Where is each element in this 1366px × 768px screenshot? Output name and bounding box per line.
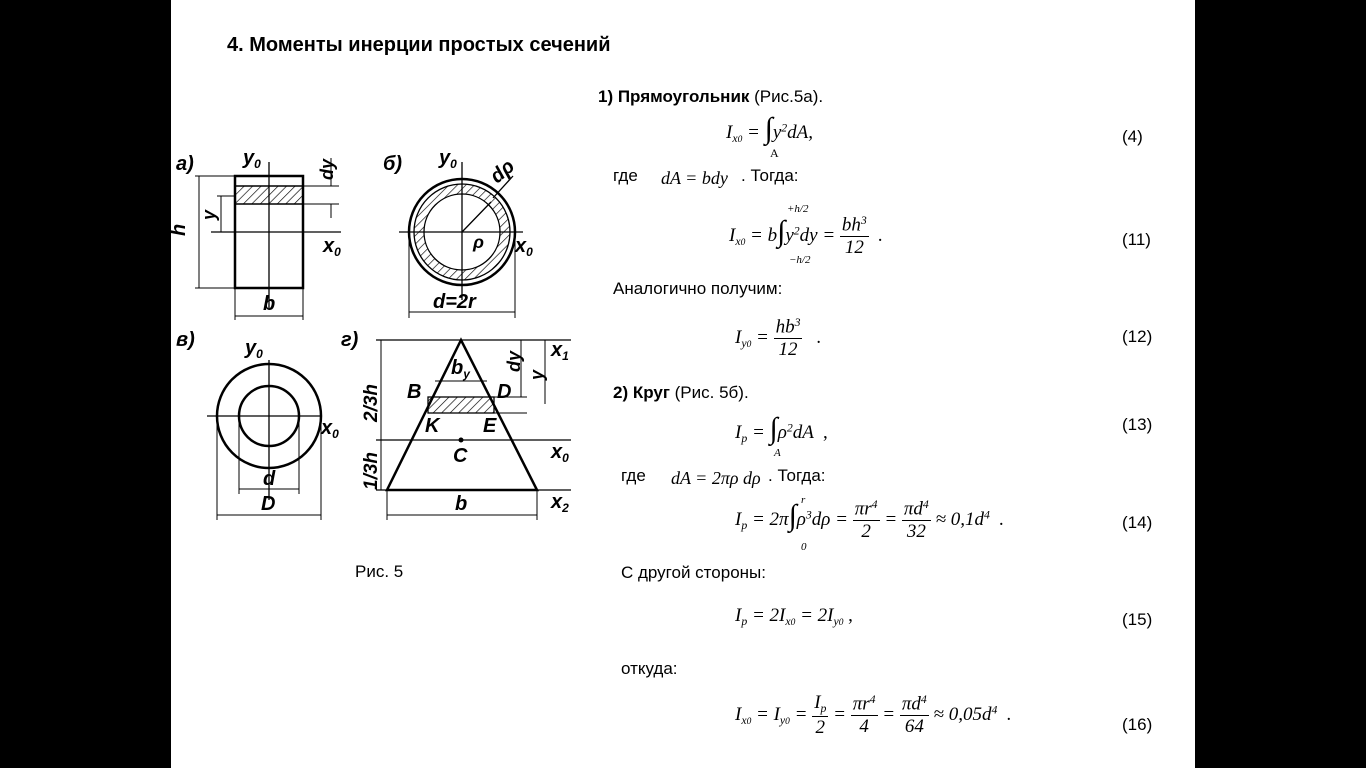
label-y0-b: $y_0$ [439, 147, 457, 171]
formula-13: $I_p = \int\rho^2dA$ , [735, 412, 828, 446]
label-rho: ρ [473, 232, 484, 252]
formula-dA-rho: dA = 2πρ dρ [671, 468, 761, 488]
label-d-v: d [263, 468, 276, 490]
label-by: $b_y$ [451, 357, 470, 381]
similarly: Аналогично получим: [613, 279, 783, 298]
rect-heading: 1) Прямоугольник (Рис.5а). [598, 87, 824, 106]
label-x1: $x_1$ [551, 339, 569, 363]
label-K: K [425, 415, 440, 437]
other-side: С другой стороны: [621, 563, 766, 582]
label-h: h [168, 223, 190, 236]
eq-number-13: (13) [1122, 415, 1153, 434]
label-y-g: y [527, 369, 547, 380]
label-x0-v: $x_0$ [321, 417, 339, 441]
label-a: а) [176, 153, 194, 175]
eq-number-15: (15) [1122, 610, 1153, 629]
label-x0-g: $x_0$ [551, 441, 569, 465]
label-B: B [407, 381, 422, 403]
label-x2: $x_2$ [551, 491, 569, 515]
figure-5a-rectangle [168, 147, 341, 320]
formula-4: $I_{x0} = \int y^2dA$, [726, 112, 813, 146]
eq-number-14: (14) [1122, 513, 1153, 532]
where-1: где [613, 166, 638, 185]
then-1: . Тогда: [741, 166, 799, 185]
label-dy-g: dy [504, 350, 524, 372]
formula-14: $I_p = 2\pi\int\rho^3d\rho$ = $\frac{\pi r^4}{2}$ = $\frac{\pi d^4}{32}$ ≈ $0,1d^4$ . [735, 498, 1005, 543]
label-C: C [453, 445, 468, 467]
label-b-a: b [263, 293, 276, 315]
label-b-fig: б) [383, 153, 403, 175]
formula-15: $I_p = 2I_{x0} = 2I_{y0}$ , [735, 605, 853, 629]
where-2: где [621, 466, 646, 485]
label-b-g: b [455, 493, 468, 515]
label-two-thirds: 2/3h [361, 383, 382, 422]
eq-number-12: (12) [1122, 327, 1153, 346]
formula-11: $I_{x0} = b\int y^2dy$ = $\frac{bh^3}{12}$ . [729, 214, 884, 259]
label-y-a: y [199, 209, 219, 220]
label-D-v: D [261, 493, 276, 515]
whence: откуда: [621, 659, 678, 678]
slide-title: 4. Моменты инерции простых сечений [227, 34, 611, 56]
label-v: в) [176, 329, 195, 351]
label-Dpt: D [497, 381, 512, 403]
label-x0-a: $x_0$ [323, 235, 341, 259]
figure-5b-circle [383, 147, 533, 318]
eq-number-11: (11) [1122, 230, 1151, 249]
formula-dA-bdy: dA = bdy [661, 168, 728, 188]
label-g: г) [341, 329, 359, 351]
label-y0-v: $y_0$ [245, 337, 263, 361]
figure-5v-annulus [176, 329, 339, 520]
eq-number-16: (16) [1122, 715, 1153, 734]
figure-5 [168, 140, 581, 530]
label-E: E [483, 415, 497, 437]
circle-heading: 2) Круг (Рис. 5б). [613, 383, 749, 402]
label-y0-a: $y_0$ [243, 147, 261, 171]
label-one-third: 1/3h [361, 451, 382, 490]
figure-5g-triangle [341, 329, 571, 520]
formula-16: $I_{x0} = I_{y0}$ = $\frac{I_p}{2}$ = $\frac{\pi r^4}{4}$ = $\frac{\pi d^4}{64}$ ≈ $0,05d^4$ . [735, 692, 1012, 739]
eq-number-4: (4) [1122, 127, 1143, 146]
label-dy-a: dy [317, 158, 337, 180]
figure-caption: Рис. 5 [355, 562, 404, 581]
then-2: . Тогда: [768, 466, 826, 485]
label-d2r: d=2r [433, 291, 476, 313]
slide: 4. Моменты инерции простых сечений а) $y_0$ $x_0$ h y dy b б) $y_0$ dρ ρ $x_0$ d=2r в) $y_0$ $x_0$ d D г) $b_y$ B D K E C 2/3h 1/3h dy y $x_1$ $x_0$ $x_2$ b Рис. 5 1) Прямоугольник (Рис.5а). $I_{x0} = \int y^2dA$, A (4) где dA = bdy . Тогда: $I_{x0} = b\int y^2dy$ = $\frac{bh^3}{12}$ . +h/2 −h/2 (11) Аналогично получим: $I_{y0}$ = $\frac{hb^3}{12}$ . (12) 2) Круг (Рис. 5б). $I_p = \int\rho^2dA$ , A (13) где dA = 2πρ dρ . Тогда: $I_p = 2\pi\int\rho^3d\rho$ = $\frac{\pi r^4}{2}$ = $\frac{\pi d^4}{32}$ ≈ $0,1d^4$ . r 0 (14) С другой стороны: $I_p = 2I_{x0} = 2I_{y0}$ , (15) откуда: $I_{x0} = I_{y0}$ = $\frac{I_p}{2}$ = $\frac{\pi r^4}{4}$ = $\frac{\pi d^4}{64}$ ≈ $0,05d^4$ . (16) [171, 0, 1195, 768]
formula-12: $I_{y0}$ = $\frac{hb^3}{12}$ . [735, 316, 822, 361]
label-x0-b: $x_0$ [515, 235, 533, 259]
label-drho: dρ [486, 155, 519, 188]
